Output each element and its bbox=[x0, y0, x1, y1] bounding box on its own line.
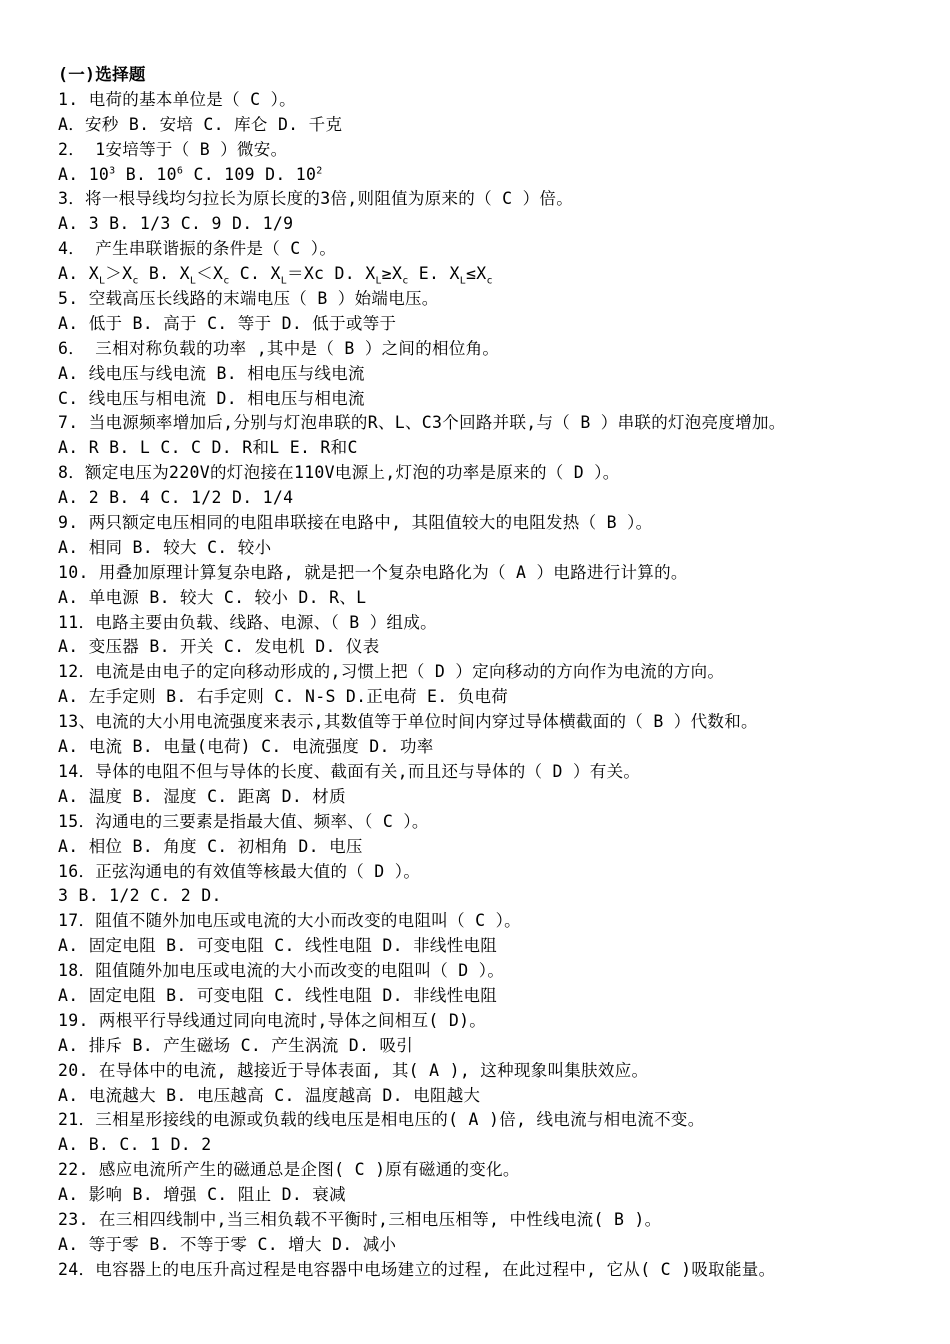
question-line: 8．额定电压为220V的灯泡接在110V电源上,灯泡的功率是原来的（ D ）。 bbox=[58, 463, 620, 483]
answer-options-line: A. 单电源 B. 较大 C. 较小 D. R、L bbox=[58, 587, 367, 607]
question-line: 5. 空载高压长线路的末端电压（ B ）始端电压。 bbox=[58, 289, 439, 309]
document-page bbox=[58, 63, 938, 1283]
answer-options-line: A. 电流越大 B. 电压越高 C. 温度越高 D. 电阻越大 bbox=[58, 1085, 481, 1105]
answer-options-line: A. 固定电阻 B. 可变电阻 C. 线性电阻 D. 非线性电阻 bbox=[58, 936, 498, 956]
question-line: 24．电容器上的电压升高过程是电容器中电场建立的过程, 在此过程中, 它从( C )吸取能量。 bbox=[58, 1259, 776, 1279]
question-line: 3．将一根导线均匀拉长为原长度的3倍,则阻值为原来的（ C ）倍。 bbox=[58, 189, 574, 209]
answer-options-line: A. 2 B. 4 C. 1/2 D. 1/4 bbox=[58, 488, 294, 508]
answer-options-line: A. 左手定则 B. 右手定则 C. N-S D.正电荷 E. 负电荷 bbox=[58, 687, 509, 707]
question-list bbox=[58, 88, 938, 1283]
question-line: 18．阻值随外加电压或电流的大小而改变的电阻叫（ D ）。 bbox=[58, 961, 505, 981]
answer-options-line: A. 低于 B. 高于 C. 等于 D. 低于或等于 bbox=[58, 313, 397, 333]
question-line: 10. 用叠加原理计算复杂电路, 就是把一个复杂电路化为（ A ）电路进行计算的。 bbox=[58, 562, 688, 582]
question-line: 13、电流的大小用电流强度来表示,其数值等于单位时间内穿过导体横截面的（ B ）代数和。 bbox=[58, 712, 758, 732]
answer-options-line: A. 影响 B. 增强 C. 阻止 D. 衰减 bbox=[58, 1185, 346, 1205]
answer-options-line: A. 相位 B. 角度 C. 初相角 D. 电压 bbox=[58, 836, 363, 856]
question-line: 11．电路主要由负载、线路、电源、（ B ）组成。 bbox=[58, 612, 437, 632]
question-line: 16．正弦沟通电的有效值等核最大值的（ D ）。 bbox=[58, 861, 421, 881]
answer-options-line: C. 线电压与相电流 D. 相电压与相电流 bbox=[58, 388, 365, 408]
answer-options-line: A. R B. L C. C D. R和L E. R和C bbox=[58, 438, 358, 458]
question-line: 19. 两根平行导线通过同向电流时,导体之间相互( D)。 bbox=[58, 1010, 487, 1030]
section-title: (一)选择题 bbox=[58, 65, 146, 84]
question-line: 9. 两只额定电压相同的电阻串联接在电路中, 其阻值较大的电阻发热（ B ）。 bbox=[58, 513, 653, 533]
question-line: 6． 三相对称负载的功率 ,其中是（ B ）之间的相位角。 bbox=[58, 338, 500, 358]
answer-options-line: A. 排斥 B. 产生磁场 C. 产生涡流 D. 吸引 bbox=[58, 1035, 414, 1055]
question-line: 14．导体的电阻不但与导体的长度、截面有关,而且还与导体的（ D ）有关。 bbox=[58, 761, 641, 781]
answer-options-line: A. 固定电阻 B. 可变电阻 C. 线性电阻 D. 非线性电阻 bbox=[58, 985, 498, 1005]
answer-options-line: 3 B. 1/2 C. 2 D. bbox=[58, 886, 222, 906]
answer-options-line: A. 变压器 B. 开关 C. 发电机 D. 仪表 bbox=[58, 637, 380, 657]
question-line: 7. 当电源频率增加后,分别与灯泡串联的R、L、C3个回路并联,与（ B ）串联的灯泡亮度增加。 bbox=[58, 413, 786, 433]
question-line: 21．三相星形接线的电源或负载的线电压是相电压的( A )倍, 线电流与相电流不变。 bbox=[58, 1110, 705, 1130]
answer-options-line: A. $10^3$ B. $10^6$ C. 109 D. $10^2$ bbox=[58, 164, 323, 184]
question-line: 15．沟通电的三要素是指最大值、频率、（ C ）。 bbox=[58, 811, 429, 831]
question-line: 4． 产生串联谐振的条件是（ C ）。 bbox=[58, 239, 337, 259]
answer-options-line: A. 温度 B. 湿度 C. 距离 D. 材质 bbox=[58, 786, 346, 806]
answer-options-line: A．安秒 B. 安培 C. 库仑 D. 千克 bbox=[58, 114, 343, 134]
answer-options-line: A. 等于零 B. 不等于零 C. 增大 D. 减小 bbox=[58, 1234, 397, 1254]
answer-options-line: A. 相同 B. 较大 C. 较小 bbox=[58, 537, 272, 557]
answer-options-line: A. 线电压与线电流 B. 相电压与线电流 bbox=[58, 363, 365, 383]
question-line: 2． 1安培等于（ B ）微安。 bbox=[58, 139, 288, 159]
answer-options-line: A. 电流 B. 电量(电荷) C. 电流强度 D. 功率 bbox=[58, 737, 434, 757]
question-line: 12．电流是由电子的定向移动形成的,习惯上把（ D ）定向移动的方向作为电流的方向。 bbox=[58, 662, 725, 682]
answer-options-line: A. B. C. 1 D. 2 bbox=[58, 1135, 212, 1155]
question-line: 17．阻值不随外加电压或电流的大小而改变的电阻叫（ C ）。 bbox=[58, 911, 521, 931]
question-line: 22. 感应电流所产生的磁通总是企图( C )原有磁通的变化。 bbox=[58, 1160, 520, 1180]
answer-options-line: A. 3 B. 1/3 C. 9 D. 1/9 bbox=[58, 214, 294, 234]
question-line: 20. 在导体中的电流, 越接近于导体表面, 其( A ), 这种现象叫集肤效应。 bbox=[58, 1060, 649, 1080]
question-line: 1. 电荷的基本单位是（ C ）。 bbox=[58, 89, 296, 109]
answer-options-line: A. $X_L>X_c$ B. $X_L<X_c$ C. $X_L=Xc$ D. $X_L\ge X_c$ E. $X_L\le X_c$ bbox=[58, 264, 493, 287]
question-line: 23. 在三相四线制中,当三相负载不平衡时,三相电压相等, 中性线电流( B )。 bbox=[58, 1209, 662, 1229]
